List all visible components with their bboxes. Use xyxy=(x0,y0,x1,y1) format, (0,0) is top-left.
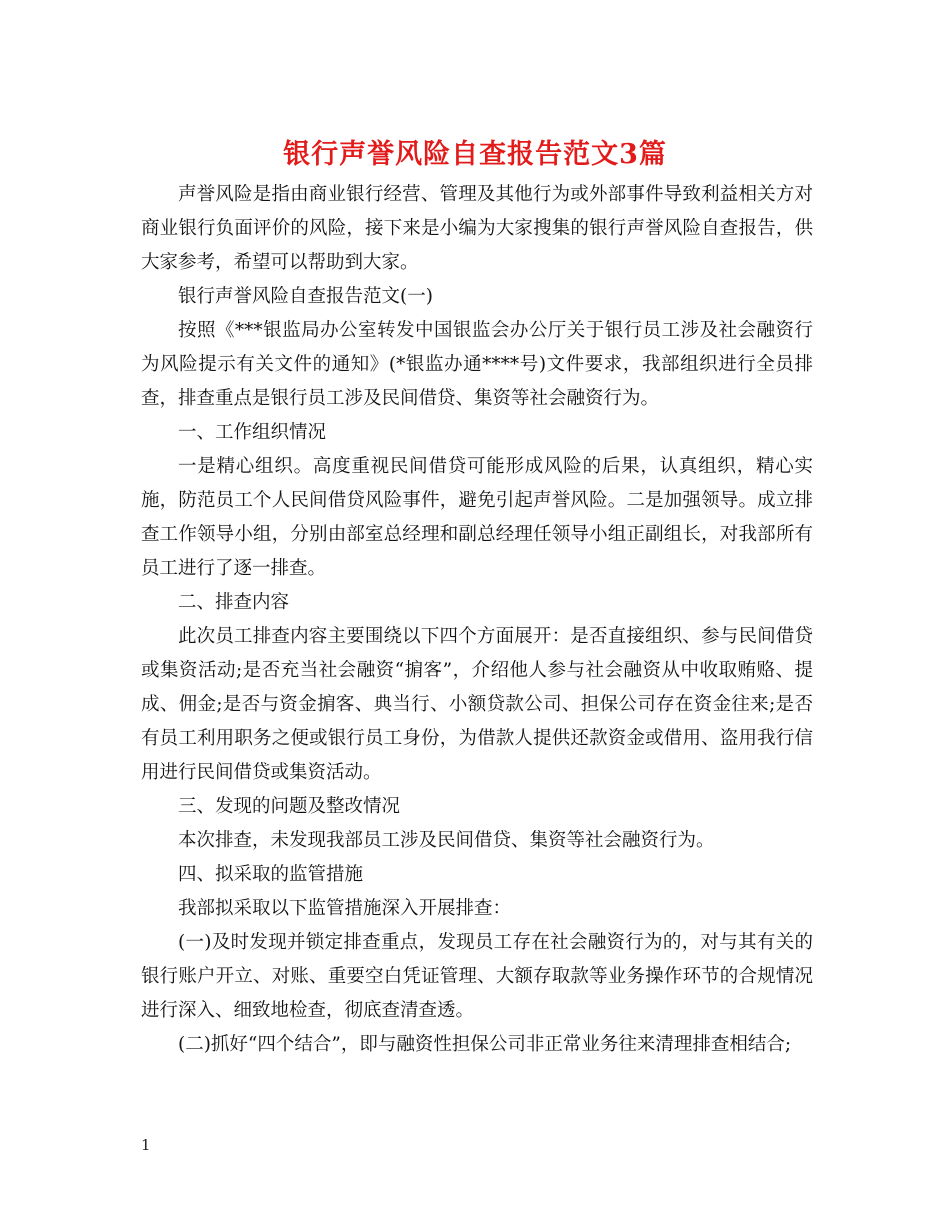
paragraph-organization: 一是精心组织。高度重视民间借贷可能形成风险的后果，认真组织，精心实施，防范员工个人民间借贷风险事件，避免引起声誉风险。二是加强领导。成立排查工作领导小组，分别由部室总经理和副总经理任领导小组正副组长，对我部所有员工进行了逐一排查。 xyxy=(141,456,813,579)
paragraph-measures-intro: 我部拟采取以下监管措施深入开展排查： xyxy=(178,898,512,919)
page-number: 1 xyxy=(141,1136,151,1154)
paragraph-measure-two: (二)抓好“四个结合”，即与融资性担保公司非正常业务往来清理排查相结合; xyxy=(178,1034,792,1055)
section-heading-measures: 四、拟采取的监管措施 xyxy=(178,864,364,885)
paragraph-intro: 声誉风险是指由商业银行经营、管理及其他行为或外部事件导致利益相关方对商业银行负面评价的风险，接下来是小编为大家搜集的银行声誉风险自查报告，供大家参考，希望可以帮助到大家。 xyxy=(141,184,813,273)
section-heading-report-one: 银行声誉风险自查报告范文(一) xyxy=(178,286,433,307)
section-heading-issues: 三、发现的问题及整改情况 xyxy=(178,796,401,817)
paragraph-content: 此次员工排查内容主要围绕以下四个方面展开：是否直接组织、参与民间借贷或集资活动;是否充当社会融资“掮客”，介绍他人参与社会融资从中收取贿赂、提成、佣金;是否与资金掮客、典当行、小额贷款公司、担保公司存在资金往来;是否有员工利用职务之便或银行员工身份，为借款人提供还款资金或借用、盗用我行信用进行民间借贷或集资活动。 xyxy=(141,626,813,783)
document-body xyxy=(141,178,813,1062)
paragraph-notice: 按照《***银监局办公室转发中国银监会办公厅关于银行员工涉及社会融资行为风险提示有关文件的通知》(*银监办通****号)文件要求，我部组织进行全员排查，排查重点是银行员工涉及民间借贷、集资等社会融资行为。 xyxy=(141,320,813,409)
document-title: 银行声誉风险自查报告范文3篇 xyxy=(283,139,667,170)
paragraph-issues: 本次排查，未发现我部员工涉及民间借贷、集资等社会融资行为。 xyxy=(178,830,715,851)
section-heading-organization: 一、工作组织情况 xyxy=(178,422,327,443)
section-heading-content: 二、排查内容 xyxy=(178,592,290,613)
paragraph-measure-one: (一)及时发现并锁定排查重点，发现员工存在社会融资行为的，对与其有关的银行账户开立、对账、重要空白凭证管理、大额存取款等业务操作环节的合规情况进行深入、细致地检查，彻底查清查透。 xyxy=(141,932,813,1021)
